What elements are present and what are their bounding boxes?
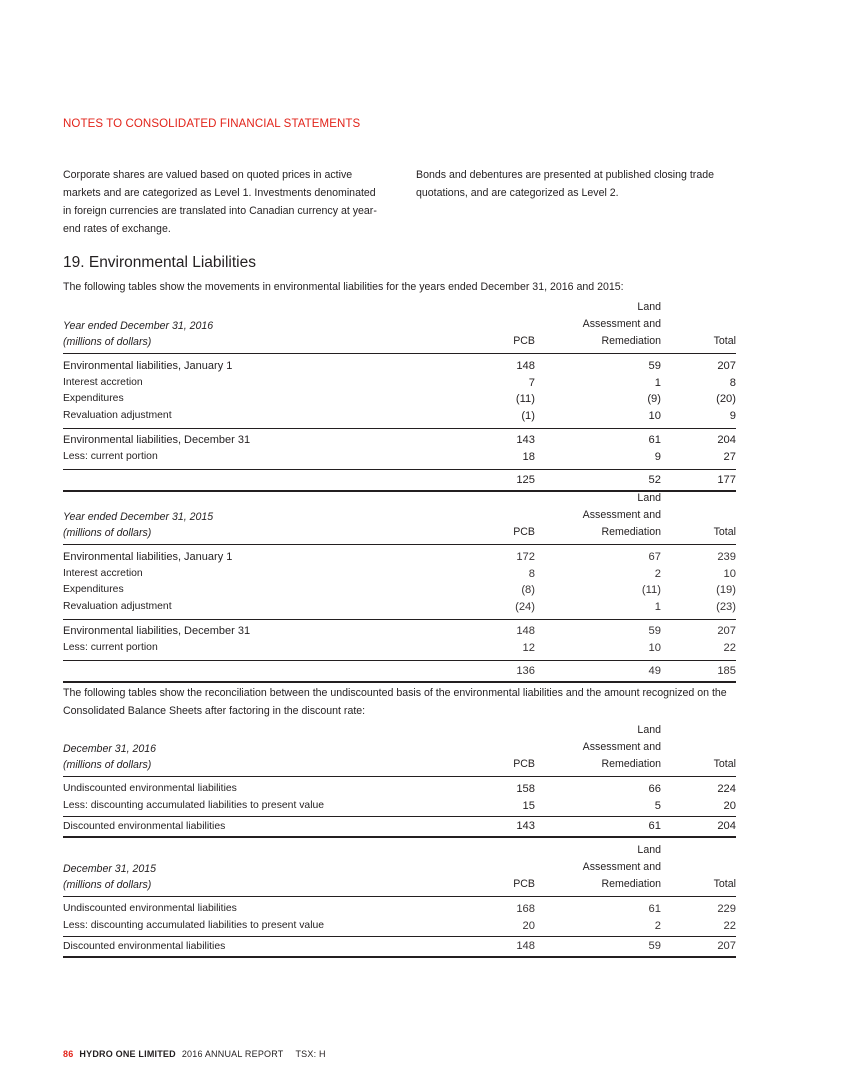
col-header-pcb: PCB	[513, 335, 535, 347]
col-header-land: Land Assessment and Remediation	[582, 492, 661, 538]
col-header-pcb: PCB	[513, 526, 535, 538]
col-header-pcb: PCB	[513, 758, 535, 770]
table-caption	[63, 861, 156, 893]
col-header-total: Total	[713, 526, 736, 538]
table-header	[63, 302, 736, 354]
col-header-total: Total	[713, 878, 736, 890]
caption-units: (millions of dollars)	[63, 527, 152, 539]
col-header-land: Land Assessment and Remediation	[582, 724, 661, 770]
table-caption	[63, 509, 213, 541]
table-total-row: 125 52 177	[63, 469, 736, 492]
caption-units: (millions of dollars)	[63, 336, 152, 348]
table-row: Less: current portion 12 10 22	[63, 641, 736, 654]
caption-period: December 31, 2015	[63, 863, 157, 875]
table-row: Expenditures (8) (11) (19)	[63, 584, 736, 597]
table-row: Expenditures (11) (9) (20)	[63, 393, 736, 406]
table-row: Less: discounting accumulated liabilities to present value 20 2 22	[63, 919, 736, 932]
table-row: Interest accretion 8 2 10	[63, 567, 736, 580]
col-header-pcb: PCB	[513, 878, 535, 890]
table-row: Revaluation adjustment (24) 1 (23)	[63, 600, 736, 613]
col-header-total: Total	[713, 758, 736, 770]
caption-period: Year ended December 31, 2016	[63, 320, 214, 332]
table-caption	[63, 318, 213, 350]
page-number: 86	[63, 1049, 74, 1059]
ticker: TSX: H	[295, 1049, 326, 1059]
table-movements-2016	[63, 302, 736, 492]
lead-paragraph-movements: The following tables show the movements in environmental liabilities for the years ended December 31, 2016 and 2015:	[63, 281, 624, 293]
table-row: Environmental liabilities, January 1 148 59 207	[63, 360, 736, 372]
table-caption	[63, 741, 156, 773]
table-row: Revaluation adjustment (1) 10 9	[63, 409, 736, 422]
col-header-land: Land Assessment and Remediation	[582, 301, 661, 347]
table-row: Less: discounting accumulated liabilities to present value 15 5 20	[63, 799, 736, 812]
note-title: 19. Environmental Liabilities	[63, 254, 256, 271]
table-total-row: 136 49 185	[63, 660, 736, 683]
table-row: Environmental liabilities, January 1 172 67 239	[63, 551, 736, 563]
table-row: Undiscounted environmental liabilities 168 61 229	[63, 903, 736, 915]
table-row: Environmental liabilities, December 31 143 61 204	[63, 428, 736, 449]
table-header	[63, 493, 736, 545]
company-name: HYDRO ONE LIMITED	[79, 1049, 176, 1059]
table-reconciliation-2015	[63, 845, 736, 958]
intro-right-paragraph: Bonds and debentures are presented at published closing trade quotations, and are categorized as Level 2.	[416, 169, 715, 199]
table-row: Less: current portion 18 9 27	[63, 450, 736, 463]
table-movements-2015	[63, 493, 736, 683]
table-total-row: Discounted environmental liabilities 143 61 204	[63, 816, 736, 838]
col-header-land: Land Assessment and Remediation	[582, 844, 661, 890]
table-header	[63, 845, 736, 897]
caption-period: December 31, 2016	[63, 743, 157, 755]
table-header	[63, 725, 736, 777]
table-row: Environmental liabilities, December 31 148 59 207	[63, 619, 736, 640]
table-row: Interest accretion 7 1 8	[63, 376, 736, 389]
col-header-total: Total	[713, 335, 736, 347]
caption-period: Year ended December 31, 2015	[63, 511, 214, 523]
intro-left-paragraph: Corporate shares are valued based on quoted prices in active markets and are categorized as Level 1. Investments denominated in foreign currencies are translated into Canadian currency at year-end rates of exchange.	[63, 169, 377, 235]
caption-units: (millions of dollars)	[63, 879, 152, 891]
section-header: NOTES TO CONSOLIDATED FINANCIAL STATEMENTS	[63, 118, 361, 130]
caption-units: (millions of dollars)	[63, 759, 152, 771]
lead-paragraph-reconciliation: The following tables show the reconciliation between the undiscounted basis of the environmental liabilities and the amount recognized on the Consolidated Balance Sheets after factoring in the discount rate:	[63, 687, 727, 717]
table-total-row: Discounted environmental liabilities 148 59 207	[63, 936, 736, 958]
report-name: 2016 ANNUAL REPORT	[181, 1049, 284, 1059]
table-row: Undiscounted environmental liabilities 158 66 224	[63, 783, 736, 795]
page-footer	[63, 1049, 326, 1059]
table-reconciliation-2016	[63, 725, 736, 838]
